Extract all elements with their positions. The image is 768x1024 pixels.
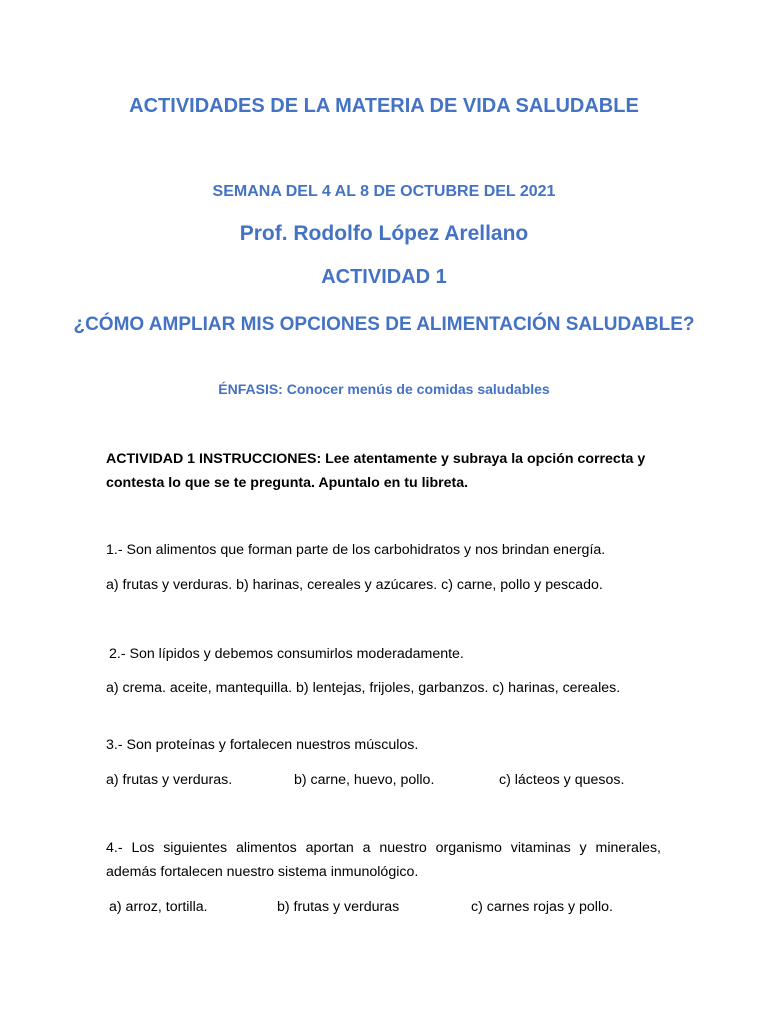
question-3-option-b: b) carne, huevo, pollo.: [294, 772, 435, 788]
activity-heading: ACTIVIDAD 1: [321, 266, 447, 288]
question-1-options: a) frutas y verduras. b) harinas, cereales y azúcares. c) carne, pollo y pescado.: [106, 577, 603, 593]
question-3-option-a: a) frutas y verduras.: [106, 772, 233, 788]
question-3-options: [106, 768, 661, 792]
question-4-option-b: b) frutas y verduras: [277, 899, 400, 915]
question-3-prompt: 3.- Son proteínas y fortalecen nuestros músculos.: [106, 737, 419, 753]
question-2-options: a) crema. aceite, mantequilla. b) lentejas, frijoles, garbanzos. c) harinas, cereales.: [106, 680, 621, 696]
question-4-option-c: c) carnes rojas y pollo.: [471, 899, 613, 915]
question-4-prompt: 4.- Los siguientes alimentos aportan a nuestro organismo vitaminas y minerales, además fortalecen nuestro sistema inmunológico.: [106, 840, 661, 880]
emphasis-line: ÉNFASIS: Conocer menús de comidas saludables: [218, 381, 550, 397]
teacher-name: Prof. Rodolfo López Arellano: [239, 222, 529, 245]
document-title: ACTIVIDADES DE LA MATERIA DE VIDA SALUDABLE: [129, 95, 639, 117]
question-1-prompt: 1.- Son alimentos que forman parte de los carbohidratos y nos brindan energía.: [106, 542, 606, 558]
question-4-option-a: a) arroz, tortilla.: [109, 899, 208, 915]
instructions: ACTIVIDAD 1 INSTRUCCIONES: Lee atentamente y subraya la opción correcta y contesta lo que se te pregunta. Apuntalo en tu libreta.: [106, 451, 646, 491]
question-4-options: [109, 895, 664, 919]
question-3-option-c: c) lácteos y quesos.: [499, 772, 625, 788]
activity-question: ¿CÓMO AMPLIAR MIS OPCIONES DE ALIMENTACIÓN SALUDABLE?: [73, 314, 695, 335]
week-heading: SEMANA DEL 4 AL 8 DE OCTUBRE DEL 2021: [212, 183, 556, 200]
question-2-prompt: 2.- Son lípidos y debemos consumirlos moderadamente.: [109, 646, 464, 662]
